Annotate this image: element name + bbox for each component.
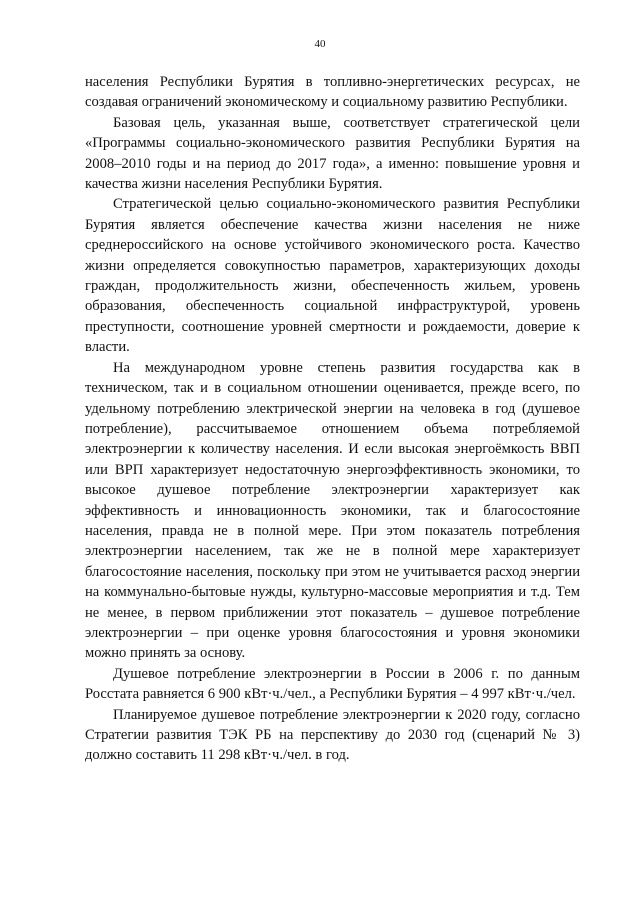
paragraph-continuation: населения Республики Бурятия в топливно-энергетических ресурсах, не создавая ограничений экономическому и социальному развитию Республики. xyxy=(85,74,580,111)
document-body xyxy=(85,72,580,766)
paragraph-consumption-2006: Душевое потребление электроэнергии в России в 2006 г. по данным Росстата равняется 6 900 кВт·ч./чел., а Республики Бурятия – 4 997 кВт·ч./чел. xyxy=(85,665,580,703)
paragraph-consumption-2020: Планируемое душевое потребление электроэнергии к 2020 году, согласно Стратегии развития ТЭК РБ на перспективу до 2030 год (сценарий № 3) должно составить 11 298 кВт·ч./чел. в год. xyxy=(85,706,580,764)
paragraph-strategic-goal: Стратегической целью социально-экономического развития Республики Бурятия является обеспечение качества жизни населения не ниже среднероссийского на основе устойчивого экономического роста. Качество жизни определяется совокупностью параметров, характеризующих доходы граждан, продолжительность жизни, обеспеченность жильем, уровень образования, обеспеченность социальной инфраструктурой, уровень преступности, соотношение уровней смертности и рождаемости, доверие к власти. xyxy=(85,196,580,356)
paragraph-international-level: На международном уровне степень развития государства как в техническом, так и в социальном отношении оценивается, прежде всего, по удельному потреблению электрической энергии на человека в год (душевое потребление), рассчитываемое отношением объема потребляемой электроэнергии к количеству населения. И если высокая энергоёмкость ВВП или ВРП характеризует недостаточную энергоэффективность экономики, то высокое душевое потребление электроэнергии характеризует как эффективность и инновационность экономики, так и благосостояние населения, правда не в полной мере. При этом показатель потребления электроэнергии населением, так же не в полной мере характеризует благосостояние населения, поскольку при этом не учитывается расход энергии на коммунально-бытовые нужды, культурно-массовые мероприятия и т.д. Тем не менее, в первом приближении этот показатель – душевое потребление электроэнергии – при оценке уровня благосостояния и уровня экономики можно принять за основу. xyxy=(85,359,580,662)
paragraph-base-goal: Базовая цель, указанная выше, соответствует стратегической цели «Программы социально-экономического развития Республики Бурятия на 2008–2010 годы и на период до 2017 года», а именно: повышение уровня и качества жизни населения Республики Бурятия. xyxy=(85,114,580,193)
page-number: 40 xyxy=(314,38,326,50)
